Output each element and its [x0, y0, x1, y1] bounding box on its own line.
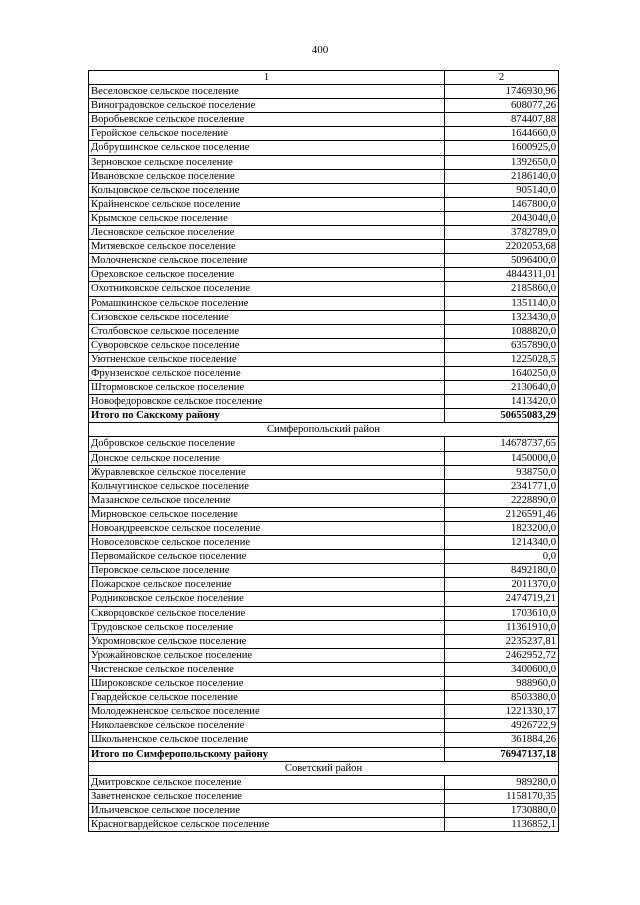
amount-value: 1746930,96	[445, 85, 559, 99]
settlement-name: Крымское сельское поселение	[89, 211, 445, 225]
settlement-name: Геройское сельское поселение	[89, 127, 445, 141]
table-row	[89, 141, 559, 155]
amount-value: 1823200,0	[445, 522, 559, 536]
amount-value: 1730880,0	[445, 803, 559, 817]
amount-value: 1225028,5	[445, 352, 559, 366]
table-row	[89, 324, 559, 338]
table-row	[89, 479, 559, 493]
settlement-name: Новофедоровское сельское поселение	[89, 395, 445, 409]
table-row	[89, 817, 559, 831]
amount-value: 2011370,0	[445, 578, 559, 592]
amount-value: 1467800,0	[445, 197, 559, 211]
settlement-name: Николаевское сельское поселение	[89, 719, 445, 733]
table-row	[89, 592, 559, 606]
table-row	[89, 578, 559, 592]
settlement-name: Веселовское сельское поселение	[89, 85, 445, 99]
settlement-name: Перовское сельское поселение	[89, 564, 445, 578]
settlement-name: Кольцовское сельское поселение	[89, 183, 445, 197]
amount-value: 0,0	[445, 550, 559, 564]
settlement-name: Ильичевское сельское поселение	[89, 803, 445, 817]
table-row	[89, 282, 559, 296]
table-row	[89, 507, 559, 521]
amount-value: 1413420,0	[445, 395, 559, 409]
settlement-name: Штормовское сельское поселение	[89, 381, 445, 395]
amount-value: 4844311,01	[445, 268, 559, 282]
amount-value: 2341771,0	[445, 479, 559, 493]
table-row	[89, 240, 559, 254]
table-row	[89, 705, 559, 719]
settlement-name: Донское сельское поселение	[89, 451, 445, 465]
amount-value: 1323430,0	[445, 310, 559, 324]
amount-value: 1088820,0	[445, 324, 559, 338]
table-row	[89, 634, 559, 648]
settlement-name: Сизовское сельское поселение	[89, 310, 445, 324]
amount-value: 2185860,0	[445, 282, 559, 296]
amount-value: 1600925,0	[445, 141, 559, 155]
amount-value: 1703610,0	[445, 606, 559, 620]
amount-value: 1214340,0	[445, 536, 559, 550]
table-row	[89, 465, 559, 479]
table-row	[89, 550, 559, 564]
settlement-name: Гвардейское сельское поселение	[89, 691, 445, 705]
settlement-name: Родниковское сельское поселение	[89, 592, 445, 606]
amount-value: 1136852,1	[445, 817, 559, 831]
table-row	[89, 437, 559, 451]
settlement-name: Ивановское сельское поселение	[89, 169, 445, 183]
amount-value: 988960,0	[445, 677, 559, 691]
district-name: Симферопольский район	[89, 423, 559, 437]
table-header	[89, 71, 559, 85]
column-header-2: 2	[445, 71, 559, 85]
settlement-name: Заветненское сельское поселение	[89, 789, 445, 803]
settlement-name: Митяевское сельское поселение	[89, 240, 445, 254]
amount-value: 2043040,0	[445, 211, 559, 225]
table-row	[89, 451, 559, 465]
table-row	[89, 789, 559, 803]
settlement-name: Новоселовское сельское поселение	[89, 536, 445, 550]
table-row	[89, 803, 559, 817]
settlement-name: Широковское сельское поселение	[89, 677, 445, 691]
table-row	[89, 113, 559, 127]
table-row	[89, 719, 559, 733]
total-row	[89, 409, 559, 423]
settlement-name: Дмитровское сельское поселение	[89, 775, 445, 789]
settlement-name: Молочненское сельское поселение	[89, 254, 445, 268]
amount-value: 3400600,0	[445, 662, 559, 676]
table-row	[89, 296, 559, 310]
settlement-name: Лесновское сельское поселение	[89, 226, 445, 240]
amount-value: 1450000,0	[445, 451, 559, 465]
table-row	[89, 127, 559, 141]
amount-value: 2202053,68	[445, 240, 559, 254]
settlement-name: Трудовское сельское поселение	[89, 620, 445, 634]
table-row	[89, 310, 559, 324]
amount-value: 938750,0	[445, 465, 559, 479]
amount-value: 361884,26	[445, 733, 559, 747]
total-row	[89, 747, 559, 761]
table-row	[89, 493, 559, 507]
table-row	[89, 183, 559, 197]
table-row	[89, 211, 559, 225]
settlement-name: Укромновское сельское поселение	[89, 634, 445, 648]
amount-value: 1158170,35	[445, 789, 559, 803]
settlement-name: Новоандреевское сельское поселение	[89, 522, 445, 536]
table-body	[89, 85, 559, 832]
amount-value: 2462952,72	[445, 648, 559, 662]
amount-value: 874407,88	[445, 113, 559, 127]
amount-value: 2130640,0	[445, 381, 559, 395]
table-row	[89, 352, 559, 366]
table-row	[89, 677, 559, 691]
header-row	[89, 71, 559, 85]
amount-value: 1392650,0	[445, 155, 559, 169]
amount-value: 8492180,0	[445, 564, 559, 578]
district-header-row	[89, 423, 559, 437]
table-row	[89, 366, 559, 380]
settlement-name: Охотниковское сельское поселение	[89, 282, 445, 296]
table-row	[89, 338, 559, 352]
settlement-name: Мирновское сельское поселение	[89, 507, 445, 521]
amount-value: 14678737,65	[445, 437, 559, 451]
table-row	[89, 536, 559, 550]
table-row	[89, 620, 559, 634]
settlement-name: Молодежненское сельское поселение	[89, 705, 445, 719]
settlement-name: Добровское сельское поселение	[89, 437, 445, 451]
settlement-name: Добрушинское сельское поселение	[89, 141, 445, 155]
settlement-name: Первомайское сельское поселение	[89, 550, 445, 564]
settlement-name: Воробьевское сельское поселение	[89, 113, 445, 127]
settlement-name: Скворцовское сельское поселение	[89, 606, 445, 620]
settlement-name: Чистенское сельское поселение	[89, 662, 445, 676]
table-row	[89, 268, 559, 282]
district-header-row	[89, 761, 559, 775]
settlement-name: Школьненское сельское поселение	[89, 733, 445, 747]
amount-value: 1644660,0	[445, 127, 559, 141]
amount-value: 3782789,0	[445, 226, 559, 240]
table-row	[89, 691, 559, 705]
amount-value: 8503380,0	[445, 691, 559, 705]
table-row	[89, 395, 559, 409]
amount-value: 2228890,0	[445, 493, 559, 507]
budget-table	[88, 70, 559, 832]
settlement-name: Зерновское сельское поселение	[89, 155, 445, 169]
settlement-name: Суворовское сельское поселение	[89, 338, 445, 352]
settlement-name: Фрунзенское сельское поселение	[89, 366, 445, 380]
amount-value: 2474719,21	[445, 592, 559, 606]
table-row	[89, 522, 559, 536]
amount-value: 2235237,81	[445, 634, 559, 648]
amount-value: 2126591,46	[445, 507, 559, 521]
amount-value: 989280,0	[445, 775, 559, 789]
total-label: Итого по Сакскому району	[89, 409, 445, 423]
amount-value: 5096400,0	[445, 254, 559, 268]
table-row	[89, 662, 559, 676]
page-number: 400	[311, 44, 329, 56]
table-row	[89, 606, 559, 620]
amount-value: 1351140,0	[445, 296, 559, 310]
amount-value: 2186140,0	[445, 169, 559, 183]
settlement-name: Виноградовское сельское поселение	[89, 99, 445, 113]
table-row	[89, 155, 559, 169]
amount-value: 905140,0	[445, 183, 559, 197]
table-row	[89, 381, 559, 395]
total-value: 76947137,18	[445, 747, 559, 761]
settlement-name: Пожарское сельское поселение	[89, 578, 445, 592]
settlement-name: Крайненское сельское поселение	[89, 197, 445, 211]
amount-value: 6357890,0	[445, 338, 559, 352]
settlement-name: Урожайновское сельское поселение	[89, 648, 445, 662]
settlement-name: Красногвардейское сельское поселение	[89, 817, 445, 831]
amount-value: 608077,26	[445, 99, 559, 113]
total-value: 50655083,29	[445, 409, 559, 423]
settlement-name: Кольчугинское сельское поселение	[89, 479, 445, 493]
settlement-name: Столбовское сельское поселение	[89, 324, 445, 338]
table-row	[89, 254, 559, 268]
table-row	[89, 564, 559, 578]
amount-value: 1221330,17	[445, 705, 559, 719]
settlement-name: Ромашкинское сельское поселение	[89, 296, 445, 310]
settlement-name: Уютненское сельское поселение	[89, 352, 445, 366]
district-name: Советский район	[89, 761, 559, 775]
table-row	[89, 648, 559, 662]
table-row	[89, 733, 559, 747]
table-row	[89, 226, 559, 240]
settlement-name: Ореховское сельское поселение	[89, 268, 445, 282]
column-header-1: 1	[89, 71, 445, 85]
table-row	[89, 169, 559, 183]
table-row	[89, 85, 559, 99]
amount-value: 11361910,0	[445, 620, 559, 634]
amount-value: 4926722,9	[445, 719, 559, 733]
table-row	[89, 775, 559, 789]
table-row	[89, 197, 559, 211]
total-label: Итого по Симферопольскому району	[89, 747, 445, 761]
settlement-name: Мазанское сельское поселение	[89, 493, 445, 507]
settlement-name: Журавлевское сельское поселение	[89, 465, 445, 479]
amount-value: 1640250,0	[445, 366, 559, 380]
table-row	[89, 99, 559, 113]
